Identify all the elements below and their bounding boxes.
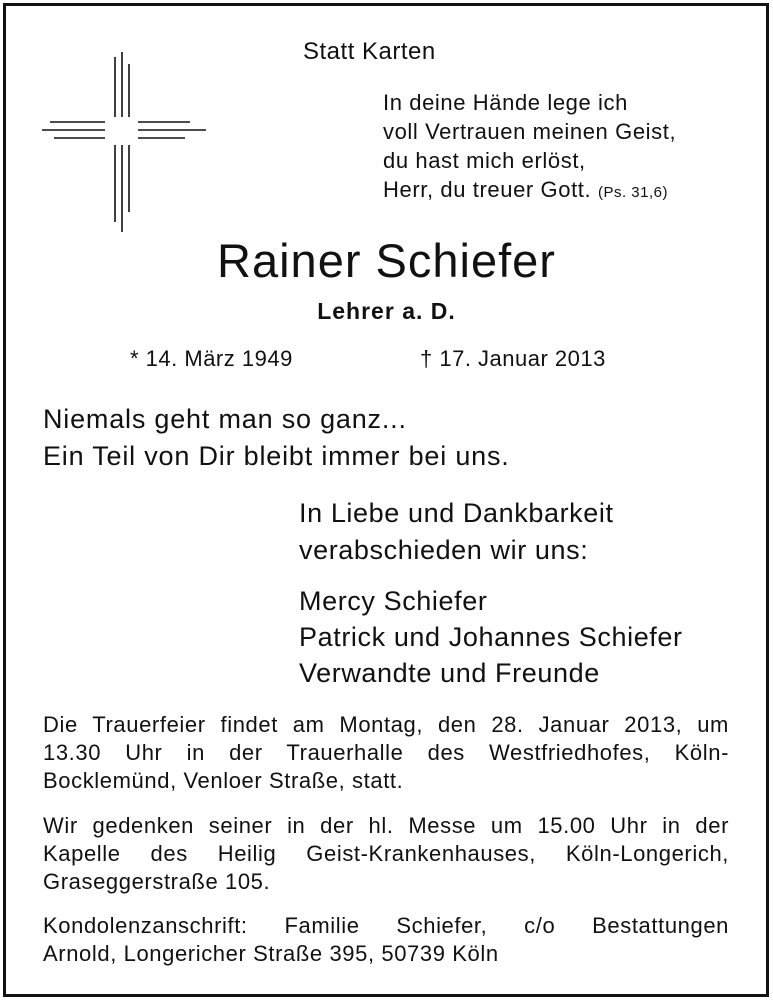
farewell-line: verabschieden wir uns: — [299, 535, 589, 565]
birth-date: * 14. März 1949 — [130, 346, 293, 371]
psalm-line: Herr, du treuer Gott. — [383, 177, 592, 202]
funeral-info-line: Bocklemünd, Venloer Straße, statt. — [43, 768, 404, 793]
mass-info-line: Wir gedenken seiner in der hl. Messe um 15.00 Uhr in der — [43, 813, 729, 838]
deceased-name: Rainer Schiefer — [217, 234, 556, 287]
psalm-reference: (Ps. 31,6) — [597, 184, 668, 201]
death-date: † 17. Januar 2013 — [420, 346, 606, 371]
memorial-quote — [43, 401, 510, 475]
funeral-info-line: Die Trauerfeier findet am Montag, den 28. Januar 2013, um — [43, 712, 729, 737]
mourner-name: Patrick und Johannes Schiefer — [299, 622, 683, 652]
funeral-info-line: 13.30 Uhr in der Trauerhalle des Westfriedhofes, Köln- — [43, 740, 729, 765]
psalm-verse — [383, 88, 676, 207]
psalm-line: In deine Hände lege ich — [383, 90, 628, 115]
statt-karten-heading: Statt Karten — [303, 38, 436, 65]
mourners-list — [299, 583, 683, 691]
farewell-text — [299, 495, 614, 569]
psalm-line: voll Vertrauen meinen Geist, — [383, 119, 677, 144]
condolence-line: Kondolenzanschrift: Familie Schiefer, c/o Bestattungen — [43, 913, 729, 938]
mass-info — [43, 812, 729, 896]
quote-line: Ein Teil von Dir bleibt immer bei uns. — [43, 441, 510, 471]
mass-info-line: Kapelle des Heilig Geist-Krankenhauses, Köln-Longerich, — [43, 841, 729, 866]
farewell-line: In Liebe und Dankbarkeit — [299, 498, 614, 528]
funeral-info — [43, 711, 729, 795]
mourner-name: Mercy Schiefer — [299, 586, 488, 616]
condolence-line: Arnold, Longericher Straße 395, 50739 Köln — [43, 941, 499, 966]
deceased-title: Lehrer a. D. — [317, 298, 456, 324]
condolence-address — [43, 912, 729, 968]
psalm-line-with-reference — [383, 175, 676, 207]
quote-line: Niemals geht man so ganz... — [43, 404, 407, 434]
psalm-line: du hast mich erlöst, — [383, 148, 586, 173]
mourner-name: Verwandte und Freunde — [299, 658, 600, 688]
mass-info-line: Graseggerstraße 105. — [43, 869, 271, 894]
cross-icon — [40, 52, 210, 237]
